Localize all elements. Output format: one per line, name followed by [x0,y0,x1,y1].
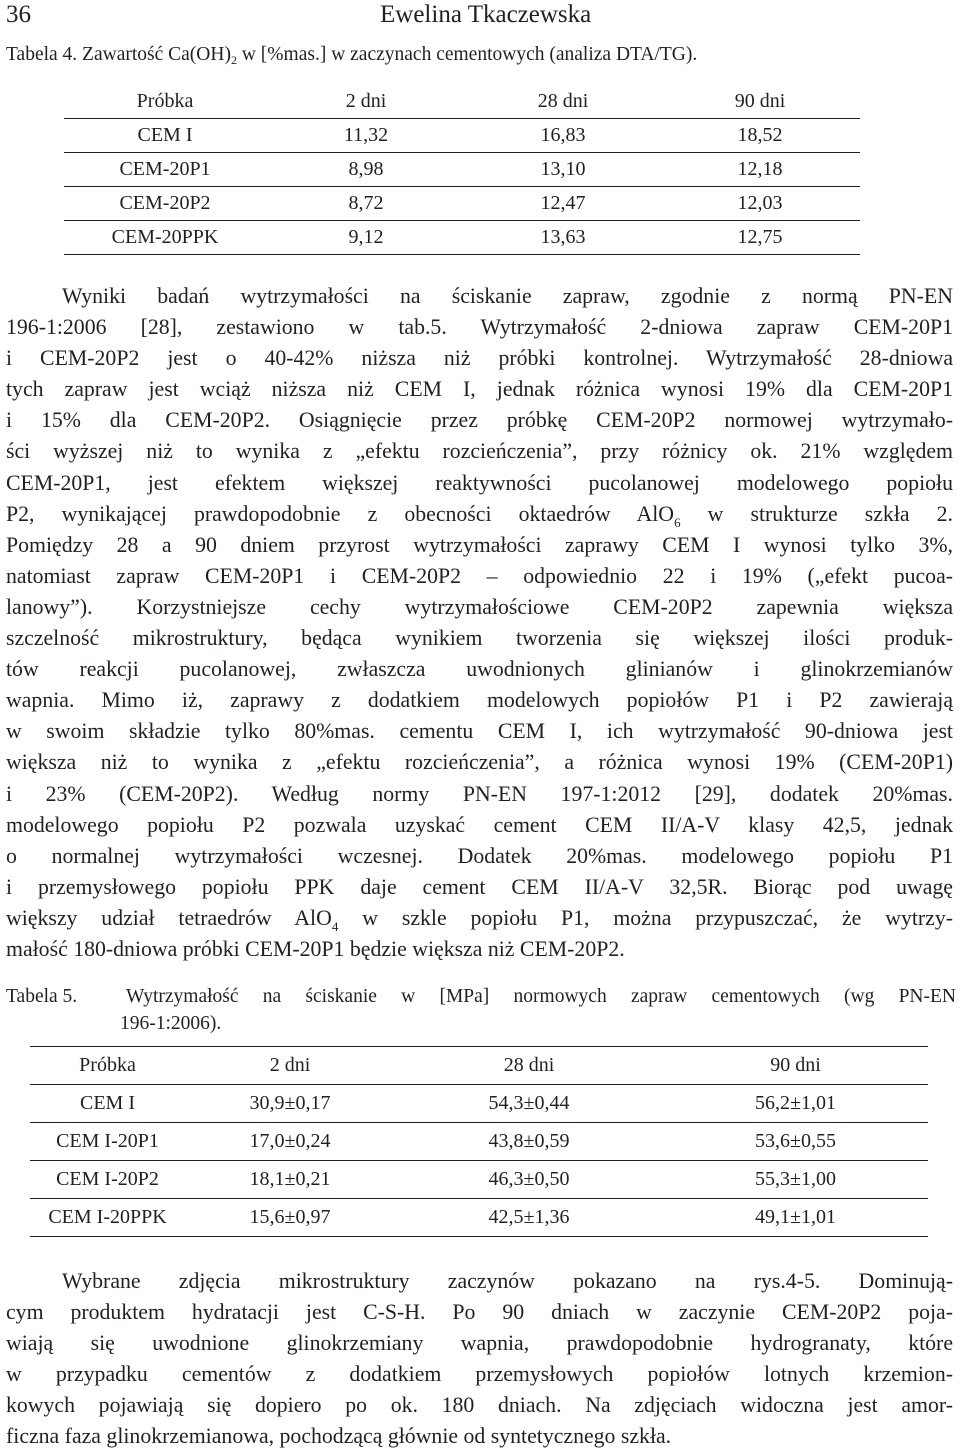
table-4-caption-subscript: 2 [230,53,237,67]
table-cell: CEM I-20P1 [30,1123,185,1161]
subscript: 4 [331,918,339,934]
table-row [30,1123,928,1161]
text-line: ficzna faza glinokrzemianowa, pochodzącą głównie od syntetycznego szkła. [6,1424,672,1449]
text-line: w przypadku cementów z dodatkiem przemysłowych popiołów lotnych krzemion- [6,1362,953,1387]
table-cell: 13,10 [466,153,660,187]
paragraph-microstructure [6,1266,953,1453]
table-cell: 13,63 [466,221,660,255]
text-line: szczelność mikrostruktury, będąca wynikiem tworzenia się większej ilości produk- [6,626,953,651]
table-cell: 17,0±0,24 [185,1123,395,1161]
text-fragment: w szkle popiołu P1, można przypuszczać, że wytrzy- [338,905,954,930]
table-row [64,221,860,255]
table-header-row [64,85,860,119]
table-row [64,153,860,187]
text-line: cym produktem hydratacji jest C-S-H. Po 90 dniach w zaczynie CEM-20P2 poja- [6,1300,953,1325]
table-cell: 11,32 [266,119,466,153]
table-cell: 15,6±0,97 [185,1199,395,1237]
running-head-author: Ewelina Tkaczewska [380,1,592,28]
text-fragment: w strukturze szkła 2. [680,501,954,526]
table-cell: 54,3±0,44 [395,1085,663,1123]
table-cell: 49,1±1,01 [663,1199,928,1237]
paragraph-strength-results [6,281,953,965]
table-cell: 46,3±0,50 [395,1161,663,1199]
page-number: 36 [6,1,31,28]
text-line: i 23% (CEM-20P2). Według normy PN-EN 197-1:2012 [29], dodatek 20%mas. [6,781,953,806]
column-header: 2 dni [345,90,387,112]
table-cell: 30,9±0,17 [185,1085,395,1123]
table-cell: 12,47 [466,187,660,221]
table-cell: 42,5±1,36 [395,1199,663,1237]
text-fragment: P2, wynikającej prawdopodobnie z obecności oktaedrów AlO [6,501,675,526]
text-line: tów reakcji pucolanowej, zwłaszcza uwodnionych glinianów i glinokrzemianów [6,657,953,682]
column-header: 28 dni [395,1047,663,1085]
table-4-caption [6,44,697,68]
column-header: 28 dni [537,90,589,112]
table-4-caption-post: w [%mas.] w zaczynach cementowych (analiza DTA/TG). [236,44,698,65]
text-line: natomiast zapraw CEM-20P1 i CEM-20P2 – odpowiednio 22 i 19% („efekt pucoa- [6,563,953,588]
text-line: modelowego popiołu P2 pozwala uzyskać cement CEM II/A-V klasy 42,5, jednak [6,812,953,837]
text-fragment: większy udział tetraedrów AlO [6,905,332,930]
text-line: wiają się uwodnione glinokrzemiany wapnia, prawdopodobnie hydrogranaty, które [6,1331,953,1356]
table-cell: CEM-20P2 [64,187,266,221]
text-line [6,903,953,934]
caption-line: Wytrzymałość na ściskanie w [MPa] normowych zapraw cementowych (wg PN-EN [126,986,956,1007]
table-cell: 9,12 [266,221,466,255]
table-cell: CEM-20PPK [64,221,266,255]
table-cell: 18,52 [660,119,860,153]
table-cell: CEM-20P1 [64,153,266,187]
text-line [6,499,953,530]
text-line: Wyniki badań wytrzymałości na ściskanie zapraw, zgodnie z normą PN-EN [62,284,953,308]
column-header: 2 dni [185,1047,395,1085]
table-row [30,1199,928,1237]
table-cell: 56,2±1,01 [663,1085,928,1123]
caption-line: 196-1:2006). [120,1013,222,1034]
table-cell: 8,98 [266,153,466,187]
table-cell: 53,6±0,55 [663,1123,928,1161]
table-row [64,119,860,153]
table-cell: 43,8±0,59 [395,1123,663,1161]
text-line: w swoim składzie tylko 80%mas. cementu CEM I, ich wytrzymałość 90-dniowa jest [6,719,953,744]
text-line: lanowy”). Korzystniejsze cechy wytrzymałościowe CEM-20P2 zapewnia większa [6,594,953,619]
text-line: i 15% dla CEM-20P2. Osiągnięcie przez próbkę CEM-20P2 normowej wytrzymało- [6,408,953,433]
table-cell: 18,1±0,21 [185,1161,395,1199]
table-4-caption-pre: Tabela 4. Zawartość Ca(OH) [6,44,231,65]
table-cell: 12,18 [660,153,860,187]
text-line: małość 180-dniowa próbki CEM-20P1 będzie większa niż CEM-20P2. [6,936,625,961]
text-line: i przemysłowego popiołu PPK daje cement CEM II/A-V 32,5R. Biorąc pod uwagę [6,874,953,899]
table-cell: CEM I-20PPK [30,1199,185,1237]
text-line: 196-1:2006 [28], zestawiono w tab.5. Wytrzymałość 2-dniowa zapraw CEM-20P1 [6,315,953,340]
text-line: ści wyższej niż to wynika z „efektu rozcieńczenia”, przy różnicy ok. 21% względem [6,439,953,464]
table-cell: 16,83 [466,119,660,153]
table-row [64,187,860,221]
table-cell: CEM I [64,119,266,153]
table-cell: CEM I [30,1085,185,1123]
table-cell: CEM I-20P2 [30,1161,185,1199]
text-line: o normalnej wytrzymałości wczesnej. Dodatek 20%mas. modelowego popiołu P1 [6,843,953,868]
table-cell: 8,72 [266,187,466,221]
column-header: Próbka [136,90,194,112]
column-header: Próbka [30,1047,185,1085]
text-line: Pomiędzy 28 a 90 dniem przyrost wytrzymałości zaprawy CEM I wynosi tylko 3%, [6,532,953,557]
column-header: 90 dni [663,1047,928,1085]
table-5-caption-text [120,983,956,1034]
table-5 [30,1046,928,1237]
text-line: tych zapraw jest wciąż niższa niż CEM I, jednak różnica wynosi 19% dla CEM-20P1 [6,377,953,402]
text-line: i CEM-20P2 jest o 40-42% niższa niż próbki kontrolnej. Wytrzymałość 28-dniowa [6,346,953,371]
page-header [6,0,954,34]
text-line: Wybrane zdjęcia mikrostruktury zaczynów pokazano na rys.4-5. Dominują- [62,1269,953,1293]
table-cell: 12,75 [660,221,860,255]
table-cell: 55,3±1,00 [663,1161,928,1199]
table-4 [64,85,860,255]
table-header-row [30,1047,928,1085]
text-line: kowych pojawiają się dopiero po ok. 180 dniach. Na zdjęciach widoczna jest amor- [6,1393,953,1418]
table-row [30,1085,928,1123]
subscript: 6 [674,514,681,530]
text-line: większa niż to wynika z „efektu rozcieńczenia”, a różnica wynosi 19% (CEM-20P1) [6,750,953,775]
column-header: 90 dni [734,90,786,112]
table-row [30,1161,928,1199]
text-line: wapnia. Mimo iż, zaprawy z dodatkiem modelowych popiołów P1 i P2 zawierają [6,688,953,713]
text-line: CEM-20P1, jest efektem większej reaktywności pucolanowej modelowego popiołu [6,470,953,495]
table-cell: 12,03 [660,187,860,221]
table-5-label: Tabela 5. [6,986,78,1007]
